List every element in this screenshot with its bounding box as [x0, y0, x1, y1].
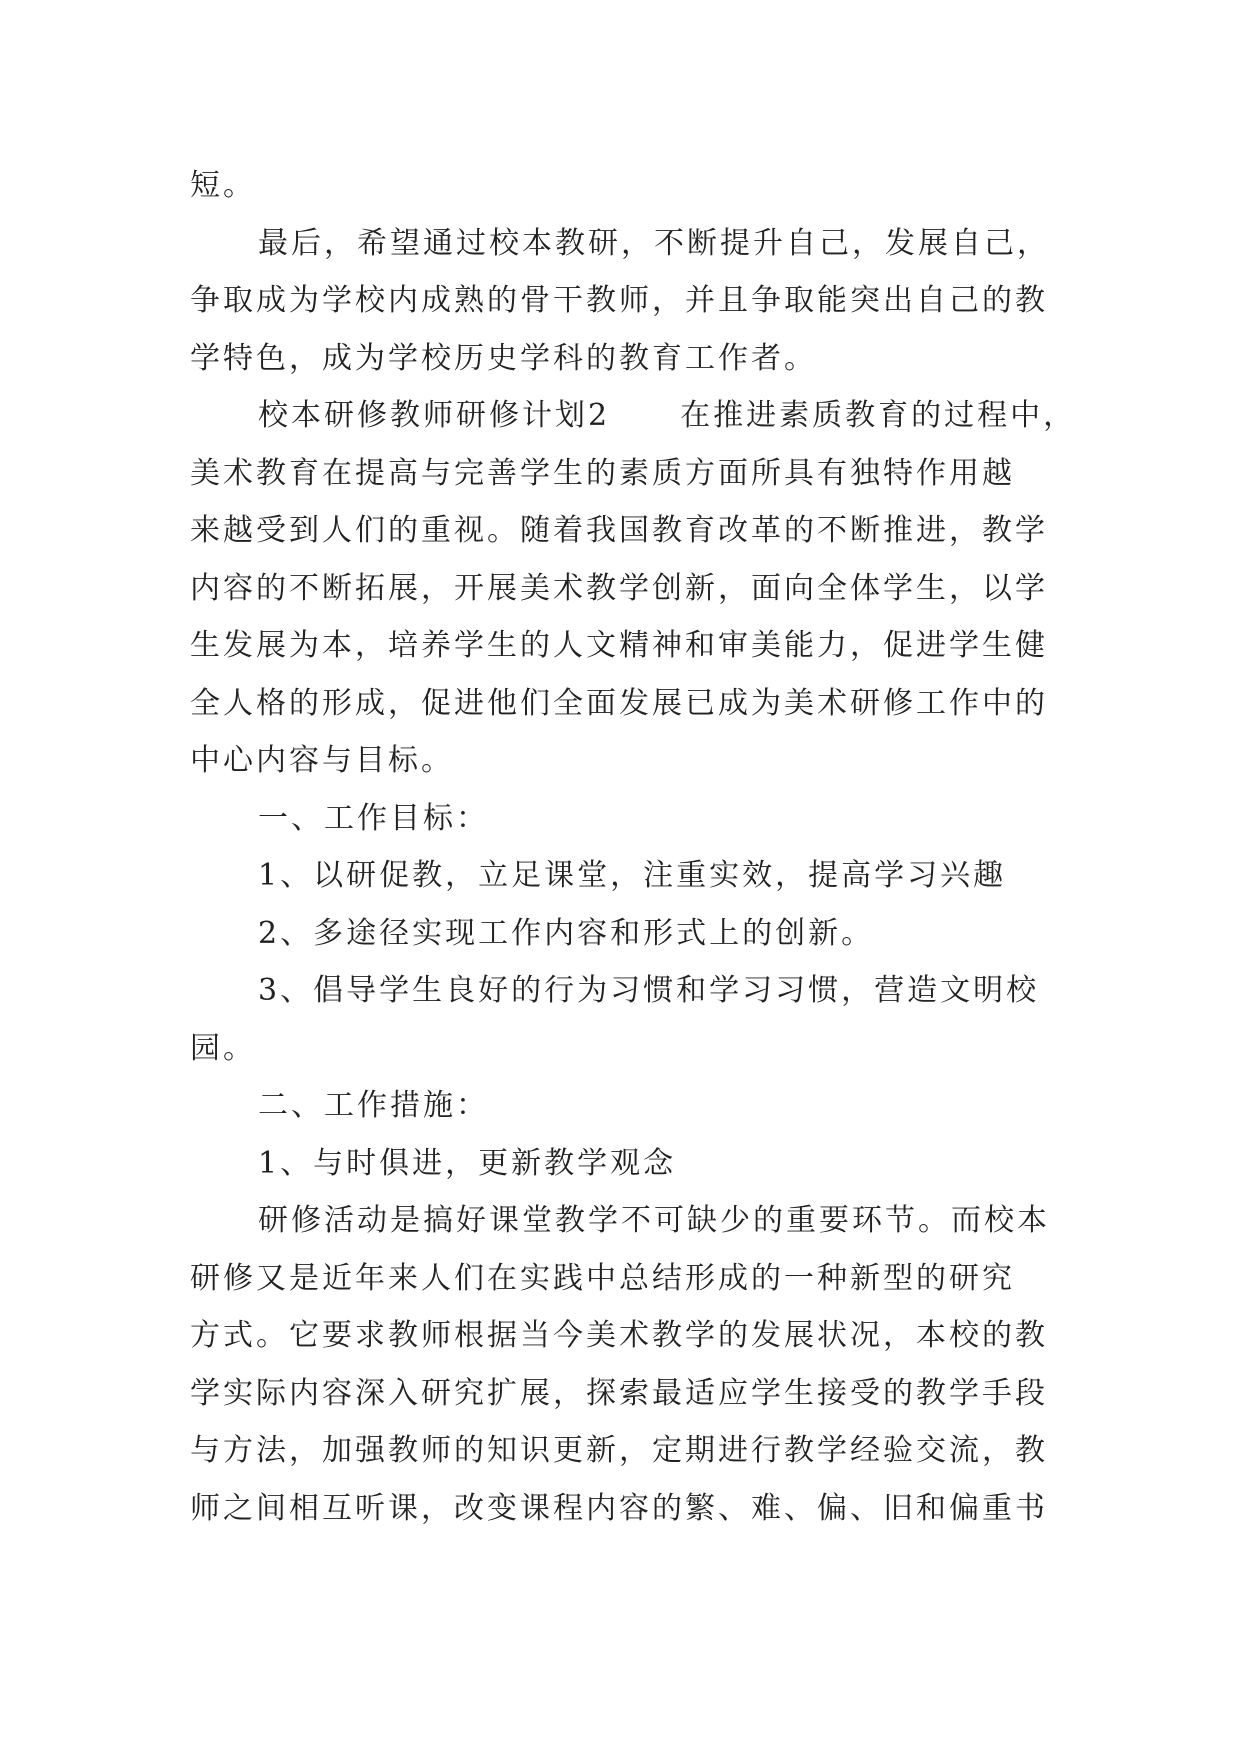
text-line-10: 全人格的形成，促进他们全面发展已成为美术研修工作中的 — [190, 685, 1048, 721]
text-line-24: 师之间相互听课，改变课程内容的繁、难、偏、旧和偏重书 — [190, 1490, 1048, 1526]
text-line-8: 内容的不断拓展，开展美术教学创新，面向全体学生，以学 — [190, 570, 1048, 606]
goal-item-1: 1、以研促教，立足课堂，注重实效，提高学习兴趣 — [258, 858, 1007, 893]
text-line-11: 中心内容与目标。 — [190, 743, 454, 778]
text-line-22: 学实际内容深入研究扩展，探索最适应学生接受的教学手段 — [190, 1375, 1048, 1411]
text-line-23: 与方法，加强教师的知识更新，定期进行教学经验交流，教 — [190, 1433, 1048, 1468]
text-line-21: 方式。它要求教师根据当今美术教学的发展状况，本校的教 — [190, 1318, 1048, 1353]
text-line-20: 研修又是近年来人们在实践中总结形成的一种新型的研究 — [190, 1260, 1015, 1296]
measure-item-1: 1、与时俱进，更新教学观念 — [258, 1145, 677, 1181]
heading-work-goals: 一、工作目标： — [258, 800, 489, 836]
text-line-4: 学特色，成为学校历史学科的教育工作者。 — [190, 340, 817, 376]
text-line-19: 研修活动是搞好课堂教学不可缺少的重要环节。而校本 — [258, 1203, 1050, 1238]
goal-item-3: 3、倡导学生良好的行为习惯和学习习惯，营造文明校 — [258, 973, 1040, 1008]
text-line-9: 生发展为本，培养学生的人文精神和审美能力，促进学生健 — [190, 628, 1048, 663]
text-line-3: 争取成为学校内成熟的骨干教师，并且争取能突出自己的教 — [190, 283, 1048, 318]
text-line-1: 短。 — [190, 168, 256, 203]
text-line-5 — [190, 387, 1077, 445]
text-line-6: 美术教育在提高与完善学生的素质方面所具有独特作用越 — [190, 455, 1015, 491]
section-intro: 在推进素质教育的过程中， — [680, 398, 1077, 433]
section-title: 校本研修教师研修计划2 — [258, 398, 611, 433]
document-body — [190, 157, 1077, 1537]
text-line-2: 最后，希望通过校本教研，不断提升自己，发展自己， — [258, 225, 1050, 261]
heading-work-measures: 二、工作措施： — [258, 1088, 489, 1123]
text-line-7: 来越受到人们的重视。随着我国教育改革的不断推进，教学 — [190, 513, 1048, 548]
goal-item-2: 2、多途径实现工作内容和形式上的创新。 — [258, 915, 875, 951]
text-line-16: 园。 — [190, 1030, 256, 1066]
